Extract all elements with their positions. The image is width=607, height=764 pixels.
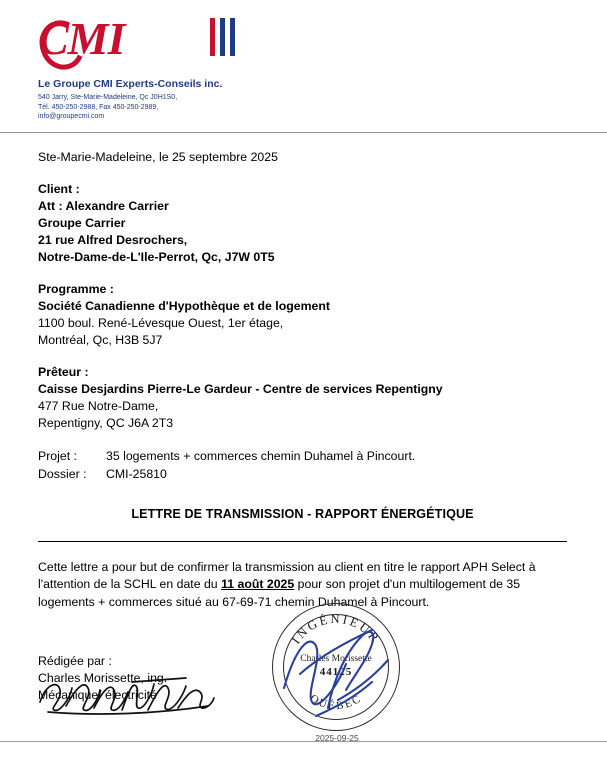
programme-address-2: Montréal, Qc, H3B 5J7 [38, 332, 163, 347]
table-row [38, 466, 415, 484]
company-name: Le Groupe CMI Experts-Conseils inc. [38, 78, 223, 90]
company-address-line-3: info@groupecmi.com [38, 113, 105, 120]
cmi-logo-text: CMI [38, 13, 125, 64]
logo-row [38, 14, 607, 72]
programme-address-1: 1100 boul. René-Lévesque Ouest, 1er étage, [38, 315, 284, 330]
preteur-org: Caisse Desjardins Pierre-Le Gardeur - Centre de services Repentigny [38, 381, 443, 396]
logo-bar-blue-1 [220, 18, 225, 56]
seal-license-number: 44125 [319, 666, 353, 678]
programme-heading: Programme : [38, 281, 114, 296]
title-divider [38, 541, 567, 542]
client-line-2: Groupe Carrier [38, 215, 126, 230]
letterhead [0, 0, 607, 122]
client-heading: Client : [38, 181, 80, 196]
svg-text:INGÉNIEUR: INGÉNIEUR [288, 611, 384, 647]
logo-bar-blue-2 [230, 18, 235, 56]
signoff-line-2: Charles Morissette, ing. [38, 671, 168, 685]
cmi-logo-icon [38, 14, 188, 66]
page-title: LETTRE DE TRANSMISSION - RAPPORT ÉNERGÉTIQUE [131, 506, 474, 521]
date-line: Ste-Marie-Madeleine, le 25 septembre 2025 [38, 149, 278, 164]
programme-block [38, 281, 567, 349]
signoff-line-3: Mécanique/ électricité [38, 688, 157, 702]
footer-divider [0, 741, 607, 742]
company-address-line-2: Tél. 450-250-2988, Fax 450-250-2989, [38, 103, 159, 111]
preteur-heading: Prêteur : [38, 364, 89, 379]
paragraph-highlight-date: 11 août 2025 [221, 577, 295, 591]
client-line-1: Att : Alexandre Carrier [38, 198, 169, 213]
programme-org: Société Canadienne d'Hypothèque et de logement [38, 298, 330, 313]
company-address [38, 93, 607, 122]
seal-center-text [272, 653, 400, 679]
engineer-seal-stamp [272, 603, 400, 743]
dossier-value: CMI-25810 [106, 466, 167, 481]
preteur-block [38, 364, 567, 432]
paragraph-part-1: Cette lettre a pour but de confirmer la transmission au client en titre le rapport APH Select à l'attention de la SCHL en date du [38, 559, 536, 591]
company-address-line-1: 540 Jarry, Ste-Marie-Madeleine, Qc J0H1S0, [38, 94, 178, 101]
letterhead-divider [0, 132, 607, 133]
svg-text:QUÉBEC: QUÉBEC [307, 692, 365, 713]
client-block [38, 181, 567, 266]
client-lines [38, 198, 567, 266]
preteur-address-2: Repentigny, QC J6A 2T3 [38, 415, 174, 430]
client-line-4: Notre-Dame-de-L'Ile-Perrot, Qc, J7W 0T5 [38, 249, 275, 264]
seal-date: 2025-09-25 [315, 733, 359, 743]
logo-bar-red [210, 18, 215, 56]
projet-label: Projet : [38, 448, 77, 463]
dossier-label: Dossier : [38, 466, 87, 481]
seal-engineer-name: Charles Morissette [300, 654, 372, 664]
logo-bars-icon [210, 18, 235, 56]
client-line-3: 21 rue Alfred Desrochers, [38, 232, 188, 247]
table-row [38, 448, 415, 466]
signoff-line-1: Rédigée par : [38, 654, 112, 668]
preteur-address-1: 477 Rue Notre-Dame, [38, 398, 159, 413]
paragraph-part-2: pour son projet d'un multilogement de 35 logements + commerces situé au 67-69-71 chemin Duhamel à Pincourt. [38, 577, 521, 609]
project-info-table [38, 448, 415, 484]
projet-value: 35 logements + commerces chemin Duhamel à Pincourt. [106, 448, 416, 463]
